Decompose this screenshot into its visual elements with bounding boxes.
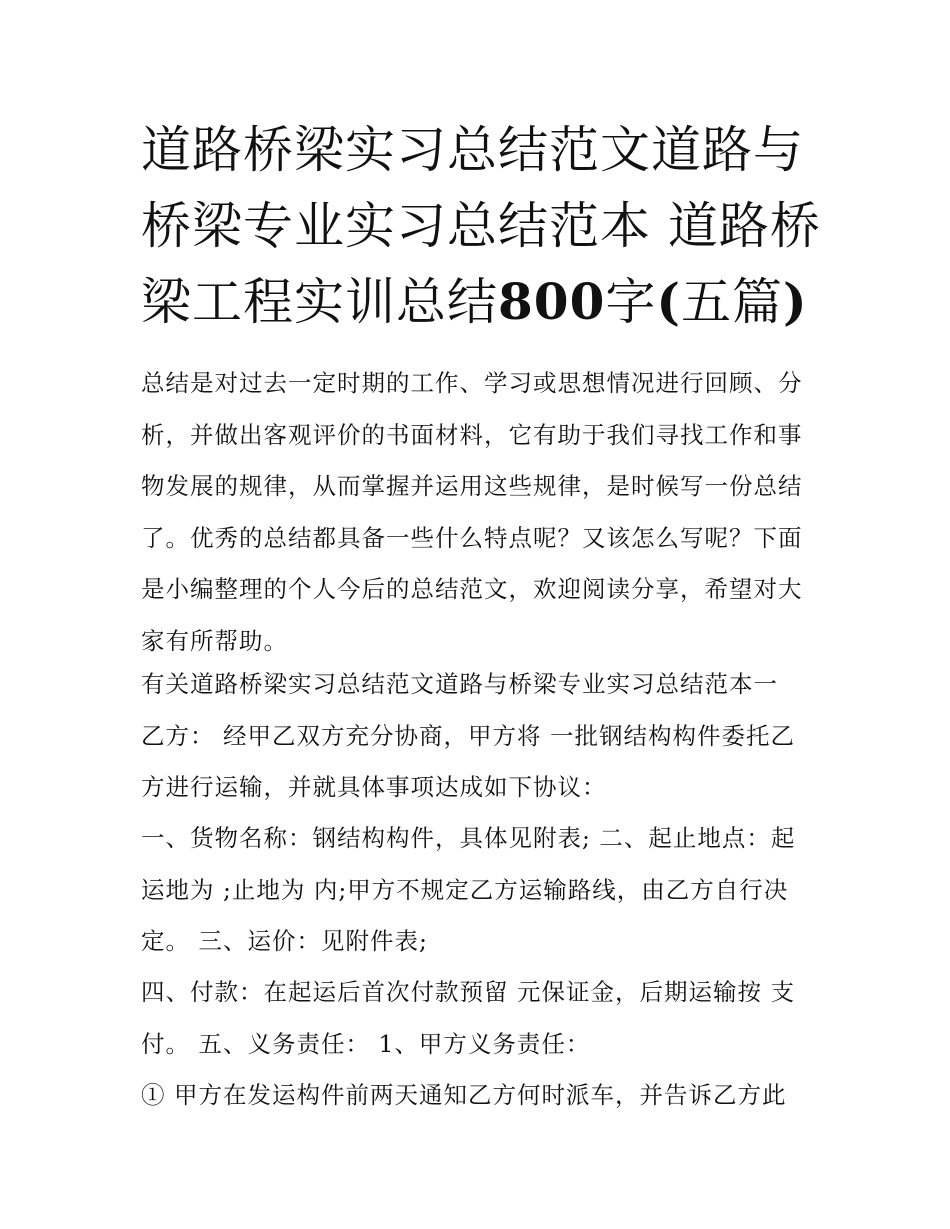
intro-paragraph: 总结是对过去一定时期的工作、学习或思想情况进行回顾、分析，并做出客观评价的书面材料，它有助于我们寻找工作和事物发展的规律，从而掌握并运用这些规律，是时候写一份总结了。优秀的总结都具备一些什么特点呢？又该怎么写呢？下面是小编整理的个人今后的总结范文，欢迎阅读分享，希望对大家有所帮助。	[141, 369, 803, 655]
payment-paragraph: 四、付款：在起运后首次付款预留 元保证金，后期运输按 支付。 五、义务责任： 1、甲方义务责任：	[141, 978, 795, 1058]
title-bold-run: 800	[498, 272, 606, 331]
title-bold-run: )	[783, 272, 808, 331]
clauses-paragraph: 一、货物名称：钢结构构件，具体见附表; 二、起止地点：起运地为 ;止地为 内;甲方不规定乙方运输路线，由乙方自行决定。 三、运价：见附件表;	[141, 824, 796, 955]
obligation-paragraph: ① 甲方在发运构件前两天通知乙方何时派车，并告诉乙方此	[141, 1081, 787, 1109]
agreement-paragraph: 有关道路桥梁实习总结范文道路与桥梁专业实习总结范本一 乙方： 经甲乙双方充分协商，甲方将 一批钢结构构件委托乙方进行运输，并就具体事项达成如下协议：	[141, 670, 795, 801]
title-bold-run: (	[656, 272, 682, 331]
document-title: 道路桥梁实习总结范文道路与桥梁专业实习总结范本 道路桥梁工程实训总结800字(五篇)	[141, 121, 821, 331]
